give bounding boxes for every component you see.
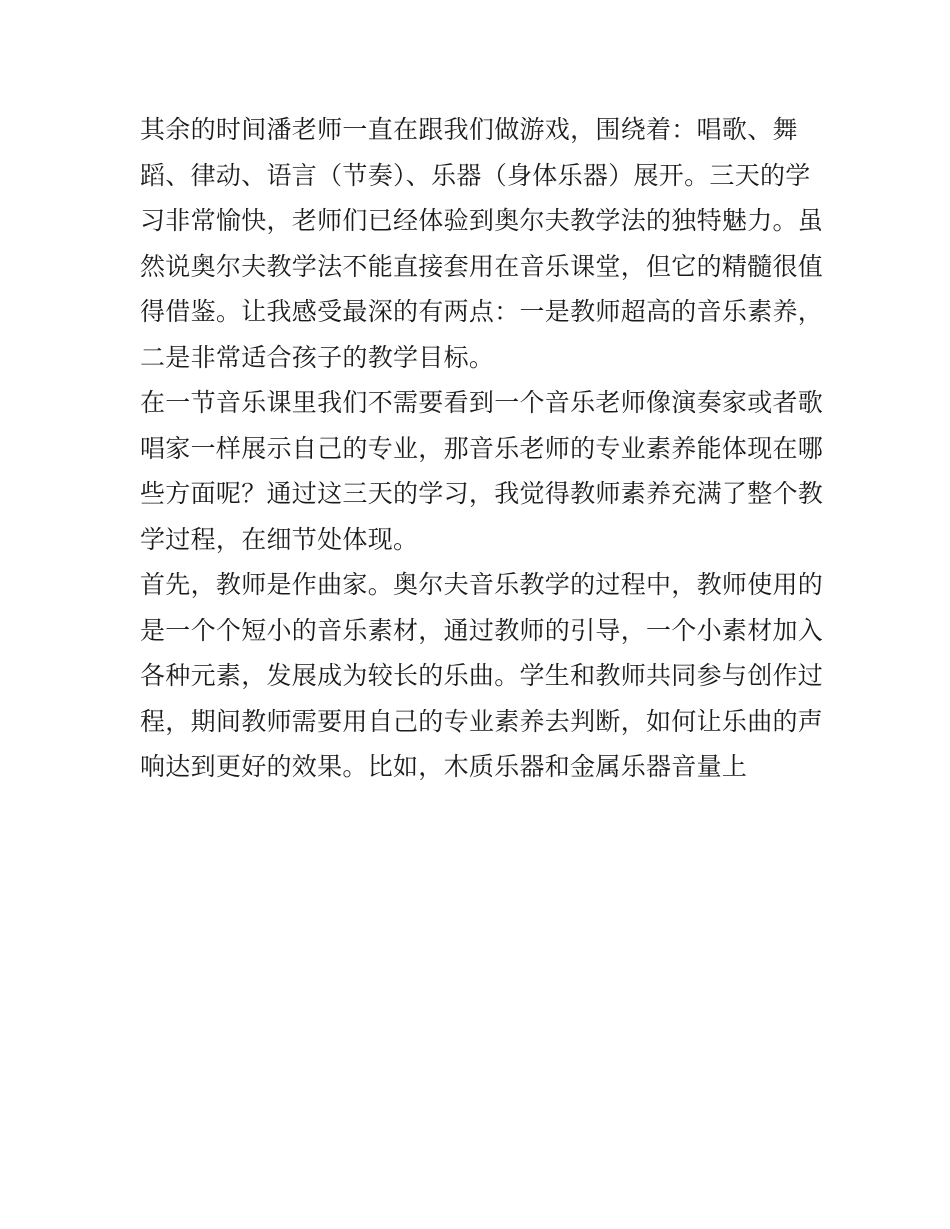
paragraph-3 <box>140 562 824 790</box>
text-line: 学过程，在细节处体现。 <box>140 524 419 554</box>
text-line: 唱家一样展示自己的专业，那音乐老师的专业素养能体现在哪 <box>140 433 824 463</box>
text-line: 首先，教师是作曲家。奥尔夫音乐教学的过程中，教师使用的 <box>140 570 824 599</box>
text-line: 响达到更好的效果。比如，木质乐器和金属乐器音量上 <box>140 752 748 781</box>
text-line: 是一个个短小的音乐素材，通过教师的引导，一个小素材加入 <box>140 615 824 645</box>
text-line: 二是非常适合孩子的教学目标。 <box>140 342 495 372</box>
text-line: 在一节音乐课里我们不需要看到一个音乐老师像演奏家或者歌 <box>140 388 824 417</box>
text-line: 其余的时间潘老师一直在跟我们做游戏，围绕着：唱歌、舞 <box>140 115 798 144</box>
text-line: 得借鉴。让我感受最深的有两点：一是教师超高的音乐素养， <box>140 297 824 326</box>
text-line: 各种元素，发展成为较长的乐曲。学生和教师共同参与创作过 <box>140 661 824 690</box>
text-line: 习非常愉快，老师们已经体验到奥尔夫教学法的独特魅力。虽 <box>140 206 824 235</box>
paragraph-2 <box>140 380 824 562</box>
document-body <box>140 107 824 790</box>
paragraph-1 <box>140 107 824 380</box>
text-line: 蹈、律动、语言（节奏）、乐器（身体乐器）展开。三天的学 <box>140 160 811 190</box>
text-line: 些方面呢？通过这三天的学习，我觉得教师素养充满了整个教 <box>140 479 824 508</box>
text-line: 然说奥尔夫教学法不能直接套用在音乐课堂，但它的精髓很值 <box>140 251 824 281</box>
text-line: 程，期间教师需要用自己的专业素养去判断，如何让乐曲的声 <box>140 706 824 736</box>
